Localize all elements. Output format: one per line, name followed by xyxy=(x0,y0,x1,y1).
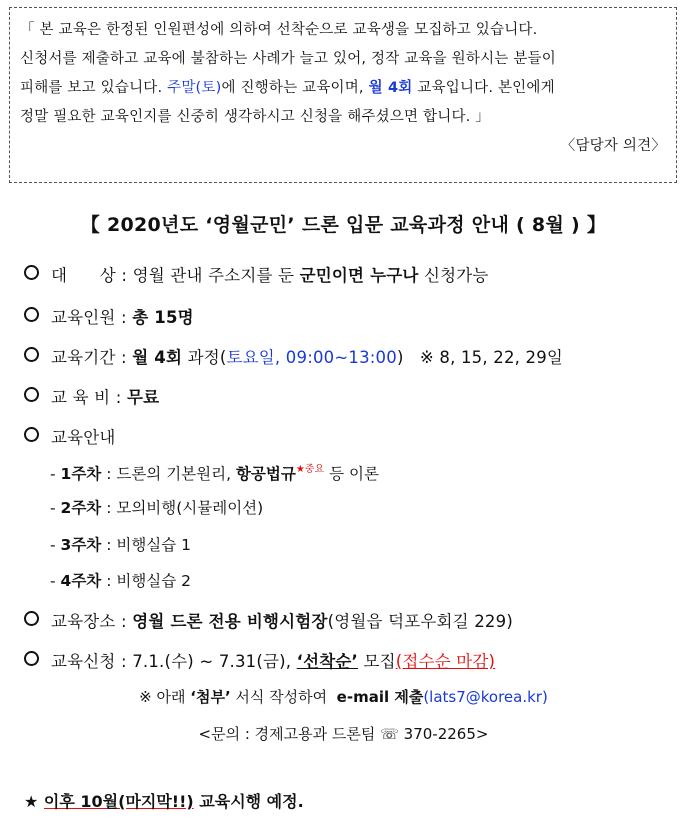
week-row xyxy=(50,533,191,555)
item-apply xyxy=(24,648,495,672)
item-text: : xyxy=(110,388,127,407)
item-text: 모집 xyxy=(358,652,396,671)
week-label: 4주차 xyxy=(60,572,102,590)
week-desc: : 비행실습 1 xyxy=(101,536,192,554)
week-desc: : 비행실습 2 xyxy=(101,572,192,590)
item-deadline: (접수순 마감) xyxy=(395,652,496,671)
week-label: 3주차 xyxy=(60,536,102,554)
notice-signature: 〈담당자 의견〉 xyxy=(560,138,666,154)
item-text: 과정( xyxy=(182,348,227,367)
dash-bullet: - xyxy=(50,465,61,483)
monthly-count-highlight: 월 4회 xyxy=(368,80,413,96)
item-label: 교육기간 xyxy=(51,348,116,367)
item-text: : 7.1.(수) ~ 7.31(금), xyxy=(115,652,297,671)
item-guide xyxy=(24,424,116,448)
item-fee xyxy=(24,384,159,408)
footer-emphasis: 이후 10월(마지막!!) xyxy=(43,792,194,811)
item-address: (영월읍 덕포우회길 229) xyxy=(327,612,513,631)
notice-text: 피해를 보고 있습니다. xyxy=(20,80,168,96)
item-period xyxy=(24,344,563,368)
item-value: 총 15명 xyxy=(132,308,194,327)
item-text: : xyxy=(115,612,133,631)
week-desc: : 모의비행(시뮬레이션) xyxy=(101,499,264,517)
footer-text: 교육시행 예정. xyxy=(193,792,304,811)
circle-bullet-icon xyxy=(24,427,39,442)
item-text: ) ※ 8, 15, 22, 29일 xyxy=(396,348,564,367)
item-value: 무료 xyxy=(126,388,160,407)
notice-line-1: 「 본 교육은 한정된 인원편성에 의하여 선착순으로 교육생을 모집하고 있습니다. xyxy=(20,22,538,38)
inquiry-line: <문의 : 경제고용과 드론팀 ☏ 370-2265> xyxy=(198,725,489,743)
item-text: 신청가능 xyxy=(418,266,489,285)
item-emphasis: ‘선착순’ xyxy=(296,652,359,671)
dash-bullet: - xyxy=(50,499,61,517)
notice-text: 교육입니다. 본인에게 xyxy=(412,80,555,96)
item-label: 교육장소 xyxy=(51,612,116,631)
notice-box xyxy=(9,7,677,183)
week-label: 1주차 xyxy=(60,465,102,483)
circle-bullet-icon xyxy=(24,307,39,322)
week-emphasis: 항공법규 xyxy=(235,465,296,483)
important-star: ★중요 xyxy=(295,464,325,475)
email-link[interactable]: (lats7@korea.kr) xyxy=(423,688,548,706)
week-row xyxy=(50,460,379,484)
item-emphasis: 월 4회 xyxy=(132,348,183,367)
item-text: : 영월 관내 주소지를 둔 xyxy=(115,266,300,285)
item-emphasis: 영월 드론 전용 비행시험장 xyxy=(132,612,328,631)
page-title: 【 2020년도 ‘영월군민’ 드론 입문 교육과정 안내 ( 8월 ) 】 xyxy=(80,214,607,236)
item-label: 교육안내 xyxy=(51,428,116,447)
item-label: 대 상 xyxy=(51,266,116,285)
week-row xyxy=(50,569,191,591)
week-row xyxy=(50,496,263,518)
item-emphasis: 군민이면 누구나 xyxy=(299,266,419,285)
weekend-highlight: 주말(토) xyxy=(167,80,222,96)
star-icon: ★ xyxy=(24,792,44,811)
notice-line-4: 정말 필요한 교육인지를 신중히 생각하시고 신청을 해주셨으면 합니다. 」 xyxy=(20,109,490,125)
item-target xyxy=(24,262,489,286)
attach-line xyxy=(0,686,687,707)
dash-bullet: - xyxy=(50,572,61,590)
item-people xyxy=(24,304,194,328)
item-text: : xyxy=(115,308,133,327)
notice-text: 에 진행하는 교육이며, xyxy=(221,80,369,96)
circle-bullet-icon xyxy=(24,651,39,666)
attach-text: ※ 아래 xyxy=(139,688,191,706)
circle-bullet-icon xyxy=(24,347,39,362)
item-place xyxy=(24,608,513,632)
notice-line-2: 신청서를 제출하고 교육에 불참하는 사례가 늘고 있어, 정작 교육을 원하시는 분들이 xyxy=(20,51,556,67)
circle-bullet-icon xyxy=(24,611,39,626)
item-label: 교육신청 xyxy=(51,652,116,671)
week-desc: : 드론의 기본원리, xyxy=(101,465,236,483)
email-label: e-mail 제출 xyxy=(336,688,424,706)
circle-bullet-icon xyxy=(24,265,39,280)
circle-bullet-icon xyxy=(24,387,39,402)
notice-line-3 xyxy=(20,74,666,103)
item-label: 교 육 비 xyxy=(51,388,111,407)
week-label: 2주차 xyxy=(60,499,102,517)
item-label: 교육인원 xyxy=(51,308,116,327)
item-text: : xyxy=(115,348,133,367)
attach-emphasis: ‘첨부’ xyxy=(190,688,231,706)
item-schedule: 토요일, 09:00~13:00 xyxy=(226,348,397,367)
attach-text: 서식 작성하여 xyxy=(230,688,337,706)
dash-bullet: - xyxy=(50,536,61,554)
footer-notice xyxy=(24,789,304,812)
week-desc: 등 이론 xyxy=(324,465,379,483)
